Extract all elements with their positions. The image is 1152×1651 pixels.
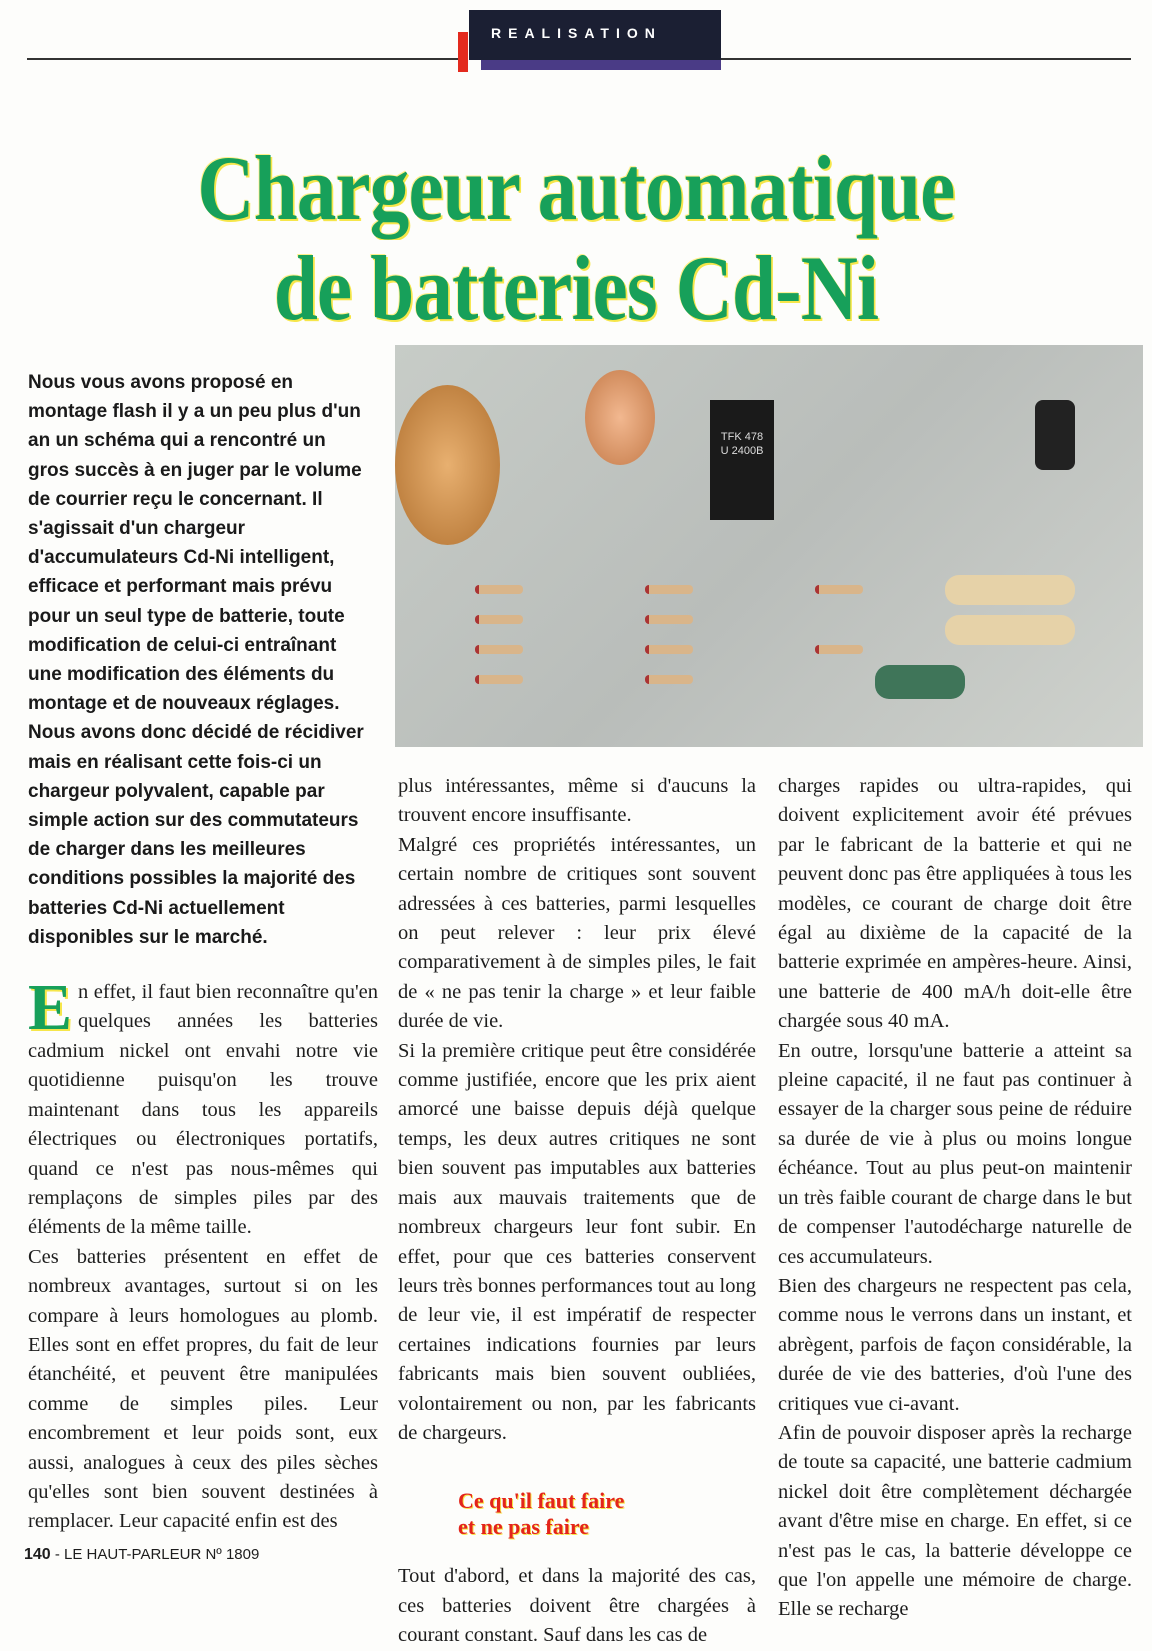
body-paragraph: n effet, il faut bien reconnaître qu'en quelques années les batteries cadmium nickel ont envahi notre vie quotidienne puisqu'on les trouve maintenant dans tous les appareils électriques ou électroniques portatifs, quand ce n'est pas nous-mêmes qui remplaçons de simples piles par des éléments de la même taille. [28,981,378,1239]
left-column [24,368,378,1565]
power-resistor [945,615,1075,645]
subheading-line: et ne pas faire [458,1514,589,1540]
section-kicker [469,10,721,60]
intro-paragraph: Nous avons donc décidé de récidiver mais en réalisant cette fois-ci un chargeur polyvalent, capable par simple action sur des commutateurs de charger dans les meilleures conditions possibles la majorité des batteries Cd-Ni actuellement disponibles sur le marché. [28,722,364,948]
body-paragraph: Bien des chargeurs ne respectent pas cela, comme nous le verrons dans un instant, et abrègent, parfois de façon considérable, la durée de vie des batteries, d'où l'une des critiques vue ci-avant. [778,1274,1132,1415]
ic-label: U 2400B [720,445,764,457]
kicker-bar [481,60,721,70]
capacitor-green [875,665,965,699]
intro-paragraph: Nous vous avons proposé en montage flash il y a un peu plus d'un an un schéma qui a rencontré un gros succès à en juger par le volume de courrier reçu le concernant. Il s'agissait d'un chargeur d'accumulateurs Cd-Ni intelligent, efficace et performant mais prévu pour un seul type de batterie, toute modification de celui-ci entraînant une modification des éléments du montage et de nouveaux réglages. [28,372,362,715]
column-1 [28,971,378,1537]
subheading [458,1488,756,1540]
ic-chip [710,400,774,520]
coil [1035,400,1075,470]
resistor [815,585,863,594]
body-paragraph: En outre, lorsqu'une batterie a atteint sa pleine capacité, il ne faut pas continuer à essayer de la charger sous peine de réduire sa durée de vie à plus ou moins longue échéance. Tout au plus peut-on maintenir un très faible courant de charge dans le but de compenser l'autodécharge naturelle de ces accumulateurs. [778,1039,1132,1268]
resistor [475,675,523,684]
capacitor-large [395,385,500,545]
body-paragraph: Si la première critique peut être considérée comme justifiée, encore que les prix aient amorcé une baisse depuis déjà quelque temps, les deux autres critiques ne sont bien souvent pas imputables aux batteries mais aux mauvais traitements que de nombreux chargeurs leur font subir. En effet, pour que ces batteries conservent leurs très bonnes performances tout au long de leur vie, il est impératif de respecter certaines indications fournies par leurs fabricants mais bien souvent oubliées, volontairement ou non, par les fabricants de chargeurs. [398,1039,756,1444]
resistor [645,645,693,654]
section-label: REALISATION [491,25,662,41]
column-2 [398,772,756,1651]
power-resistor [945,575,1075,605]
article-title-line2: de batteries Cd-Ni [273,237,879,339]
body-paragraph: charges rapides ou ultra-rapides, qui doivent explicitement avoir été prévues par le fabricant de la batterie et qui ne peuvent donc pas être appliquées à tous les modèles, ce courant de charge doit être égal au dixième de la capacité de la batterie exprimée en ampères-heure. Ainsi, une batterie de 400 mA/h doit-elle être chargée sous 40 mA. [778,775,1132,1033]
circuit-board-photo [395,345,1143,747]
body-paragraph: plus intéressantes, même si d'aucuns la trouvent encore insuffisante. [398,775,756,827]
resistor [645,615,693,624]
body-paragraph: Tout d'abord, et dans la majorité des cas, ces batteries doivent être chargées à courant constant. Sauf dans les cas de [398,1565,756,1647]
header-rule-right [721,58,1131,60]
resistor [475,615,523,624]
intro-lead [28,368,370,952]
kicker-accent [458,32,468,72]
drop-cap: E [28,971,73,1045]
resistor [815,645,863,654]
body-paragraph: Ces batteries présentent en effet de nombreux avantages, surtout si on les compare à leurs homologues au plomb. Elles sont en effet propres, du fait de leur étanchéité, et peuvent être manipulées comme de simples piles. Leur encombrement et leur poids sont, eux aussi, analogues à ceux des piles sèches qu'elles sont bien souvent destinées à remplacer. Leur capacité enfin est des [28,1245,378,1533]
column-3 [778,772,1132,1625]
ic-label: TFK 478 [720,431,764,443]
resistor [475,585,523,594]
article-title-line1: Chargeur automatique [197,137,955,239]
header-rule-left [27,58,459,60]
resistor [475,645,523,654]
page-number: 140 [24,1545,51,1563]
capacitor-small [585,370,655,465]
magazine-name: - LE HAUT-PARLEUR Nº 1809 [54,1545,260,1563]
resistor [645,675,693,684]
page-footer [24,1545,378,1565]
body-paragraph: Afin de pouvoir disposer après la recharge de toute sa capacité, une batterie cadmium nickel doit être complètement déchargée avant d'être mise en charge. En effet, si ce n'est pas le cas, la batterie développe ce que l'on appelle une mémoire de charge. Elle se recharge [778,1421,1132,1621]
body-paragraph: Malgré ces propriétés intéressantes, un certain nombre de critiques sont souvent adressées à ces batteries, parmi lesquelles on peut relever : leur prix élevé comparativement à de simples piles, le fait de « ne pas tenir la charge » et leur faible durée de vie. [398,833,756,1033]
subheading-line: Ce qu'il faut faire [458,1488,625,1514]
resistor [645,585,693,594]
